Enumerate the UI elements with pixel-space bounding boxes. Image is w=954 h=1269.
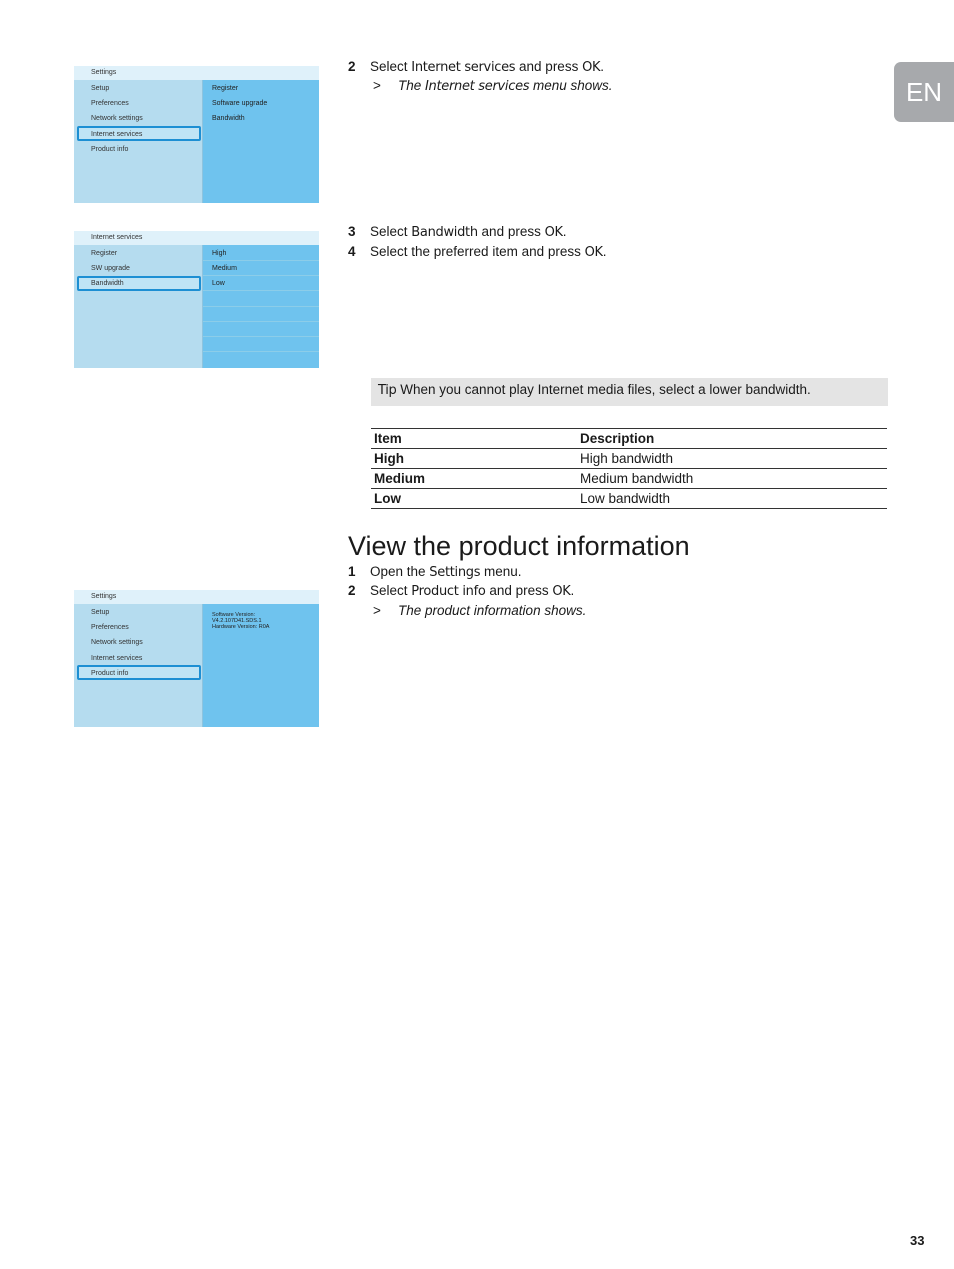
text: . xyxy=(570,583,575,598)
text: . xyxy=(562,224,567,239)
text: and press xyxy=(477,224,545,239)
menu-item: Product info xyxy=(91,146,129,153)
table-cell-description: Medium bandwidth xyxy=(577,469,887,489)
product-info-menu-screenshot xyxy=(74,590,319,727)
text: . xyxy=(600,59,605,74)
table-cell-item: Medium xyxy=(371,469,577,489)
table-cell-description: Low bandwidth xyxy=(577,489,887,509)
result-text xyxy=(398,77,613,95)
text: Select xyxy=(370,583,412,598)
step-text xyxy=(370,563,522,581)
keyword-ok: OK xyxy=(552,584,571,599)
keyword-ok: OK xyxy=(544,225,563,240)
step-text xyxy=(370,243,607,261)
tip-text: When you cannot play Internet media files, select a lower bandwidth. xyxy=(396,382,811,397)
step-number: 1 xyxy=(348,564,356,579)
step-number: 3 xyxy=(348,224,356,239)
text: Select xyxy=(370,59,412,74)
menu-item: Preferences xyxy=(91,100,129,107)
keyword: Internet services xyxy=(411,60,516,75)
menu-title: Settings xyxy=(74,590,319,604)
submenu-item: Bandwidth xyxy=(212,115,245,122)
text: menu shows. xyxy=(529,78,613,93)
row-divider xyxy=(203,306,319,307)
bandwidth-table xyxy=(371,428,887,509)
step-text xyxy=(370,582,574,600)
software-version-value: V4.2.107D41.SDS.1 xyxy=(212,618,262,624)
text: Open the xyxy=(370,564,430,579)
text: . xyxy=(602,244,607,259)
submenu-item: Medium xyxy=(212,265,237,272)
tip-label: Tip xyxy=(378,383,397,398)
table-cell-item: Low xyxy=(371,489,577,509)
page-number: 33 xyxy=(910,1233,925,1248)
table-row xyxy=(371,469,887,489)
menu-item: Setup xyxy=(91,85,110,92)
submenu-item: Register xyxy=(212,85,239,92)
menu-item: SW upgrade xyxy=(91,265,130,272)
language-tab: EN xyxy=(894,62,954,122)
table-cell-description: High bandwidth xyxy=(577,449,887,469)
menu-item: Register xyxy=(91,250,118,257)
section-heading: View the product information xyxy=(348,531,690,561)
keyword: Settings xyxy=(429,565,481,580)
text: Select xyxy=(370,224,412,239)
keyword-ok: OK xyxy=(584,245,603,260)
step-text xyxy=(370,58,604,76)
result-marker: > xyxy=(373,603,381,618)
row-divider xyxy=(203,321,319,322)
menu-item: Setup xyxy=(91,609,110,616)
keyword: Product info xyxy=(411,584,486,599)
hardware-version: Hardware Version: R0A xyxy=(212,624,270,630)
text: menu. xyxy=(480,564,522,579)
menu-item-selected: Bandwidth xyxy=(91,280,124,287)
menu-item: Internet services xyxy=(91,655,143,662)
menu-item: Network settings xyxy=(91,639,143,646)
row-divider xyxy=(203,290,319,291)
text: and press xyxy=(515,59,583,74)
step-number: 4 xyxy=(348,244,356,259)
keyword-ok: OK xyxy=(582,60,601,75)
row-divider xyxy=(203,275,319,276)
table-row xyxy=(371,449,887,469)
table-header-row xyxy=(371,429,887,449)
submenu-item: Low xyxy=(212,280,225,287)
text: Select the preferred item and press xyxy=(370,244,585,259)
keyword: Internet services xyxy=(425,79,530,94)
keyword: Bandwidth xyxy=(411,225,478,240)
text: The xyxy=(398,78,426,93)
table-row xyxy=(371,489,887,509)
step-text xyxy=(370,223,567,241)
table-header-cell: Item xyxy=(371,429,577,449)
row-divider xyxy=(203,351,319,352)
menu-item: Preferences xyxy=(91,624,129,631)
row-divider xyxy=(203,260,319,261)
tip-box xyxy=(371,378,888,406)
table-header-cell: Description xyxy=(577,429,887,449)
menu-item-selected: Internet services xyxy=(91,131,143,138)
result-marker: > xyxy=(373,78,381,93)
submenu-item: High xyxy=(212,250,227,257)
step-number: 2 xyxy=(348,59,356,74)
menu-item: Network settings xyxy=(91,115,143,122)
result-text: The product information shows. xyxy=(398,603,587,618)
internet-services-menu-screenshot xyxy=(74,231,319,368)
menu-item-selected: Product info xyxy=(91,670,129,677)
settings-menu-screenshot xyxy=(74,66,319,203)
table-cell-item: High xyxy=(371,449,577,469)
text: and press xyxy=(485,583,553,598)
row-divider xyxy=(203,336,319,337)
step-number: 2 xyxy=(348,583,356,598)
menu-title: Settings xyxy=(74,66,319,80)
submenu-item: Software upgrade xyxy=(212,100,268,107)
menu-title: Internet services xyxy=(74,231,319,245)
software-version-label: Software Version: xyxy=(212,612,256,618)
